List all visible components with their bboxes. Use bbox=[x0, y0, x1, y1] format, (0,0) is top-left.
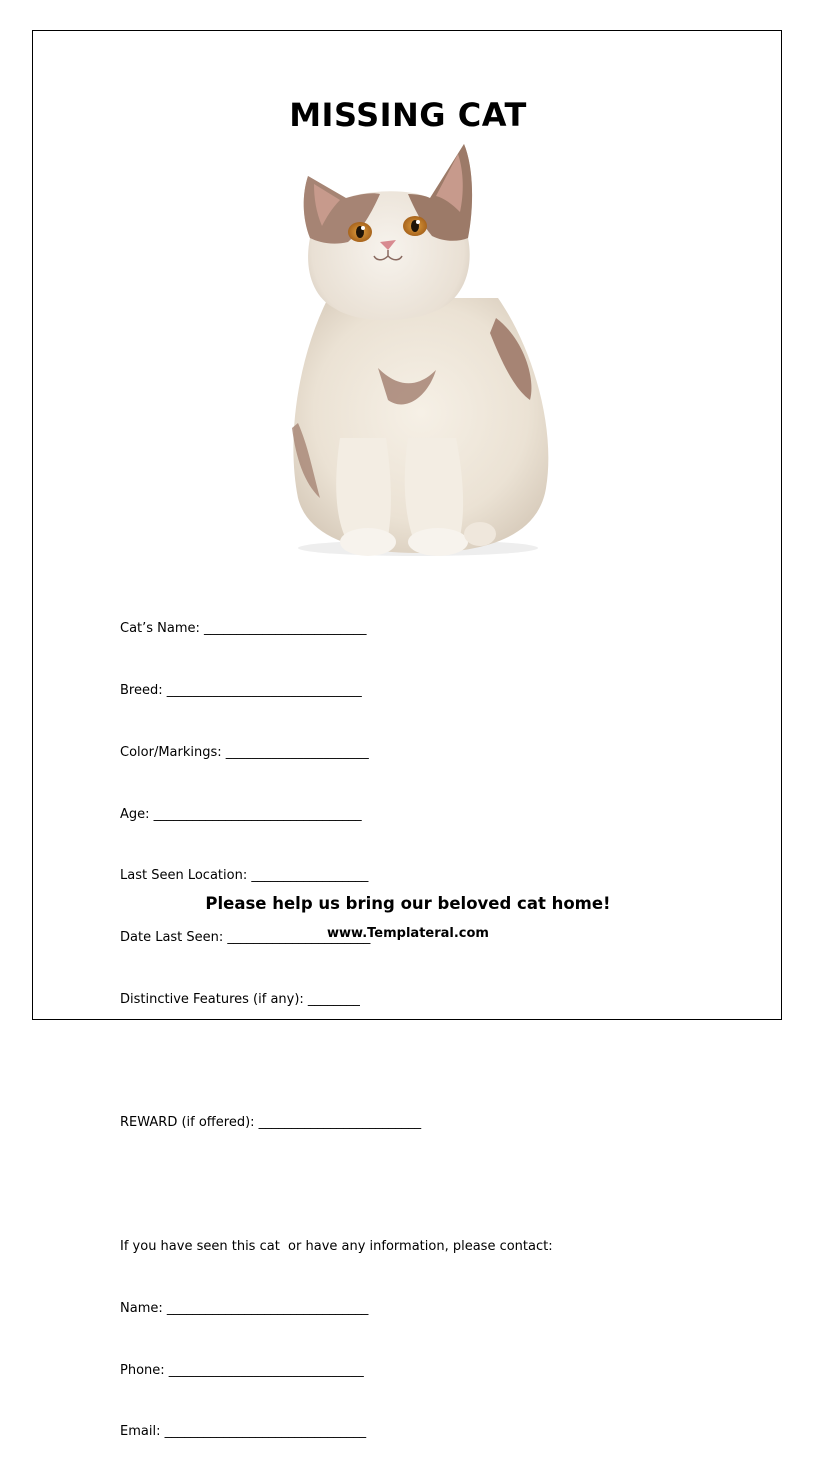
contact-email-field: Email: _______________________________ bbox=[120, 1424, 367, 1440]
contact-phone-field: Phone: ______________________________ bbox=[120, 1362, 364, 1378]
closing-message: Please help us bring our beloved cat home! bbox=[205, 894, 611, 913]
contact-intro: If you have seen this cat or have any information, please contact: bbox=[120, 1239, 553, 1254]
breed-field: Breed: ______________________________ bbox=[120, 682, 362, 698]
color-markings-field: Color/Markings: ______________________ bbox=[120, 744, 369, 760]
details-block bbox=[120, 578, 553, 1464]
distinctive-features-field: Distinctive Features (if any): ________ bbox=[120, 991, 360, 1007]
reward-field: REWARD (if offered): _________________________ bbox=[120, 1115, 422, 1131]
cats-name-field: Cat’s Name: _________________________ bbox=[120, 621, 367, 637]
spacer bbox=[120, 1052, 553, 1073]
flyer-title: MISSING CAT bbox=[289, 96, 527, 134]
cat-photo bbox=[268, 138, 558, 560]
website-link[interactable]: www.Templateral.com bbox=[327, 926, 489, 941]
contact-name-field: Name: _______________________________ bbox=[120, 1300, 369, 1316]
age-field: Age: ________________________________ bbox=[120, 806, 362, 822]
spacer bbox=[120, 1175, 553, 1196]
date-last-seen-field: Date Last Seen: ______________________ bbox=[120, 930, 371, 946]
last-seen-location-field: Last Seen Location: __________________ bbox=[120, 868, 369, 884]
